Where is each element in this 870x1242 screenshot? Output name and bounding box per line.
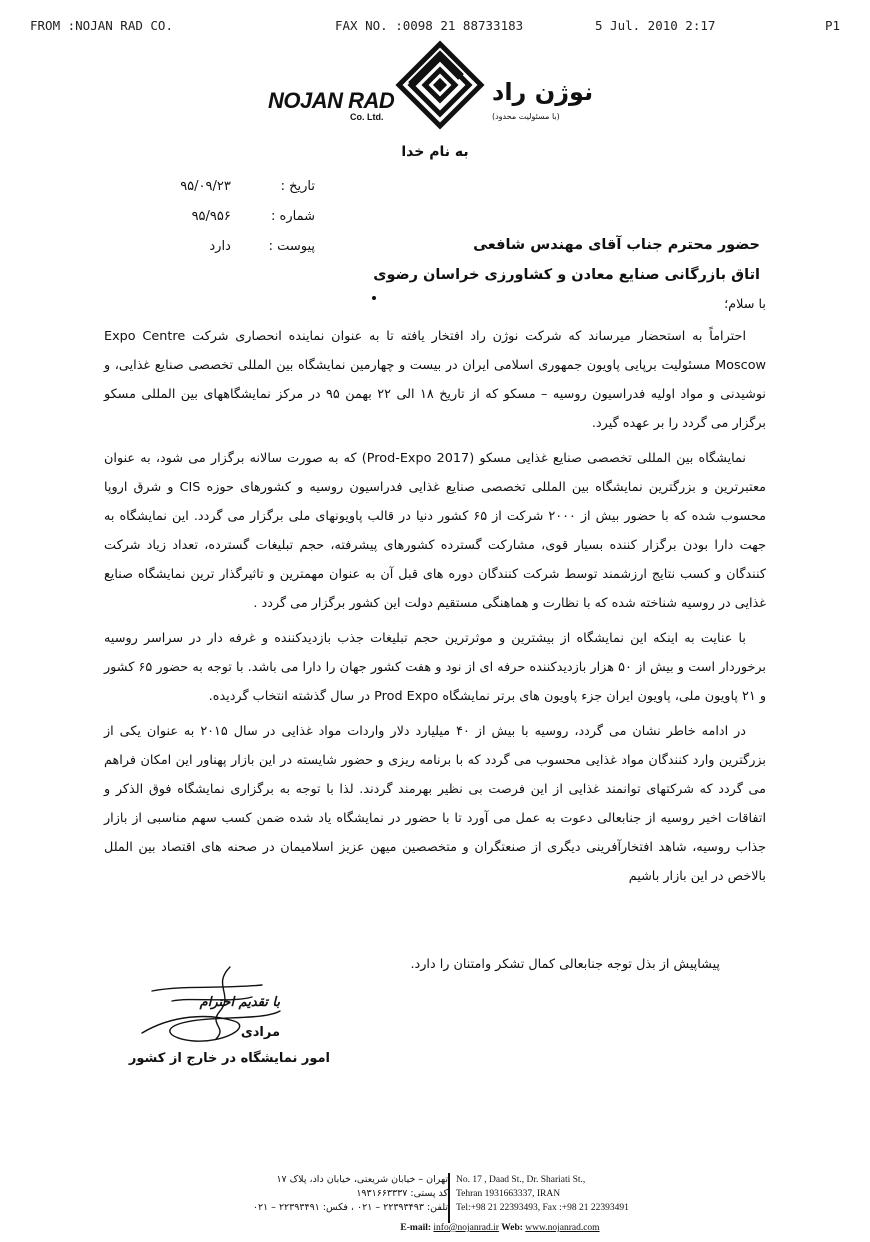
- signature-greeting: با تقدیم احترام: [199, 995, 280, 1010]
- fax-date-time: 5 Jul. 2010 2:17: [595, 18, 716, 33]
- company-subtitle-fa: (با مسئولیت محدود): [492, 112, 560, 121]
- date-label: تاریخ :: [280, 179, 315, 194]
- footer-contact: [290, 1223, 710, 1233]
- meta-number: [85, 202, 315, 232]
- footer-phone-fa: تلفن: ۲۲۳۹۳۴۹۳ – ۰۲۱ ، فکس: ۲۲۳۹۳۴۹۱ – ۰۲۱: [252, 1202, 448, 1213]
- basmala: به نام خدا: [401, 144, 469, 160]
- paragraph: احتراماً به استحضار میرساند که شرکت نوژن راد افتخار یافته تا به عنوان نماینده انحصاری شرکت Expo Centre Moscow مسئولیت برپایی پاویون جمهوری اسلامی ایران در بیست و چهارمین نمایشگاه بین المللی تخصصی صنایع غذایی، و نوشیدنی و مواد اولیه فدراسیون روسیه – مسکو که از تاریخ ۱۸ الی ۲۲ بهمن ۹۵ در مرکز نمایشگاههای بین المللی مسکو برگزار می گردد را بر عهده گیرد.: [104, 329, 766, 431]
- number-value: ۹۵/۹۵۶: [191, 209, 231, 224]
- fax-page: P1: [824, 18, 840, 33]
- footer-address-fa-line: تهران – خیابان شریعتی، خیابان داد، پلاک ۱۷: [276, 1174, 448, 1185]
- web-link[interactable]: www.nojanrad.com: [525, 1223, 600, 1233]
- attachment-label: پیوست :: [268, 239, 315, 254]
- signature-department: امور نمایشگاه در خارج از کشور: [128, 1051, 330, 1066]
- email-link[interactable]: info@nojanrad.ir: [433, 1223, 499, 1233]
- salutation: با سلام؛: [724, 297, 766, 312]
- footer-address-en-line: No. 17 , Daad St., Dr. Shariati St.,: [456, 1175, 586, 1185]
- paragraph: نمایشگاه بین المللی تخصصی صنایع غذایی مسکو (Prod-Expo 2017) که به صورت سالانه برگزار می شود، به عنوان معتبرترین و بزرگترین نمایشگاه بین المللی تخصصی صنایع غذایی فدراسیون روسیه و کشورهای حوزه CIS و شرق اروپا محسوب شده که با حضور بیش از ۲۰۰۰ شرکت از ۶۵ کشور دنیا در قالب پاویونهای ملی برگزار می گردد. این نمایشگاه به جهت دارا بودن برگزار کننده بسیار قوی، مشارکت گسترده کشورهای پیشرفته، حجم تبلیغات گسترده، تعداد زیاد شرکت کنندگان و کسب نتایج ارزشمند توسط شرکت کنندگان دوره های قبل آن به عنوان مهمترین و تاثیرگذار ترین نمایشگاه صنایع غذایی در روسیه شناخته شده که با نظارت و هماهنگی مستقیم دولت این کشور برگزار می گردد .: [104, 451, 766, 611]
- recipient-block: [373, 230, 760, 290]
- company-logo: [395, 40, 485, 130]
- email-label: E-mail:: [400, 1223, 432, 1233]
- recipient-line-1: حضور محترم جناب آقای مهندس شافعی: [473, 237, 760, 253]
- attachment-value: دارد: [209, 239, 231, 254]
- handwritten-signature: [112, 955, 292, 1065]
- footer-phone-en: Tel:+98 21 22393493, Fax :+98 21 22393491: [456, 1203, 629, 1213]
- letter-meta: [85, 172, 315, 262]
- closing-line: پیشاپیش از بذل توجه جنابعالی کمال تشکر وامتنان را دارد.: [410, 957, 720, 972]
- footer-address-fa: [228, 1173, 448, 1215]
- web-label: Web:: [501, 1223, 523, 1233]
- paragraph: در ادامه خاطر نشان می گردد، روسیه با بیش از ۴۰ میلیارد دلار واردات مواد غذایی در سال ۲۰۱۵ به عنوان یکی از بزرگترین وارد کنندگان مواد غذایی محسوب می گردد که با برنامه ریزی و حضور شایسته در این بازار پهناور این امکان فراهم می گردد که شرکتهای توانمند غذایی از این فرصت بی نظیر بهرمند گردند. لذا با توجه به برگزاری نمایشگاه فوق الذکر و اتفاقات اخیر روسیه از جنابعالی دعوت به عمل می آورد تا با حضور در نمایشگاه یاد شده ضمن کسب سهم مناسبی از بازار جذاب روسیه، شاهد افتخارآفرینی دیگری از صنعتگران و متخصصین میهن عزیز اسلامیمان در صحنه های اقتصاد بین الملل بالاخص در این بازار باشیم: [104, 724, 766, 884]
- fax-header: [30, 18, 840, 36]
- footer-address-en: [456, 1173, 706, 1215]
- footer-divider: [448, 1173, 450, 1223]
- signature-block: [90, 955, 330, 1075]
- paragraph: با عنایت به اینکه این نمایشگاه از بیشترین و موثرترین حجم تبلیغات جذب بازدیدکننده و غرفه دار در سراسر روسیه برخوردار است و بیش از ۵۰ هزار بازدیدکننده حرفه ای از نود و هفت کشور جهان را دارا می باشد. با توجه به حضور ۶۵ کشور و ۲۱ پاویون ملی، پاویون ایران جزء پاویون های برتر نمایشگاه Prod Expo در سال گذشته انتخاب گردیده.: [104, 631, 766, 704]
- footer-city-en: Tehran 1931663337, IRAN: [456, 1189, 561, 1199]
- footer-postal-fa: کد پستی: ۱۹۳۱۶۶۳۳۳۷: [356, 1188, 448, 1199]
- company-name: NOJAN RAD: [268, 88, 395, 113]
- meta-date: [85, 172, 315, 202]
- date-value: ۹۵/۰۹/۲۳: [180, 179, 231, 194]
- number-label: شماره :: [271, 209, 315, 224]
- signature-name: مرادی: [240, 1025, 280, 1040]
- company-name-fa: نوژن راد: [492, 78, 594, 106]
- company-suffix: Co. Ltd.: [350, 112, 384, 122]
- letter-footer: [230, 1173, 700, 1235]
- fax-number: FAX NO. :0098 21 88733183: [335, 18, 524, 33]
- letter-body: [104, 292, 766, 891]
- meta-attachment: [85, 232, 315, 262]
- letterhead: [260, 40, 620, 130]
- fax-from: FROM :NOJAN RAD CO.: [30, 18, 173, 33]
- recipient-line-2: اتاق بازرگانی صنایع معادن و کشاورزی خراسان رضوی: [373, 267, 760, 283]
